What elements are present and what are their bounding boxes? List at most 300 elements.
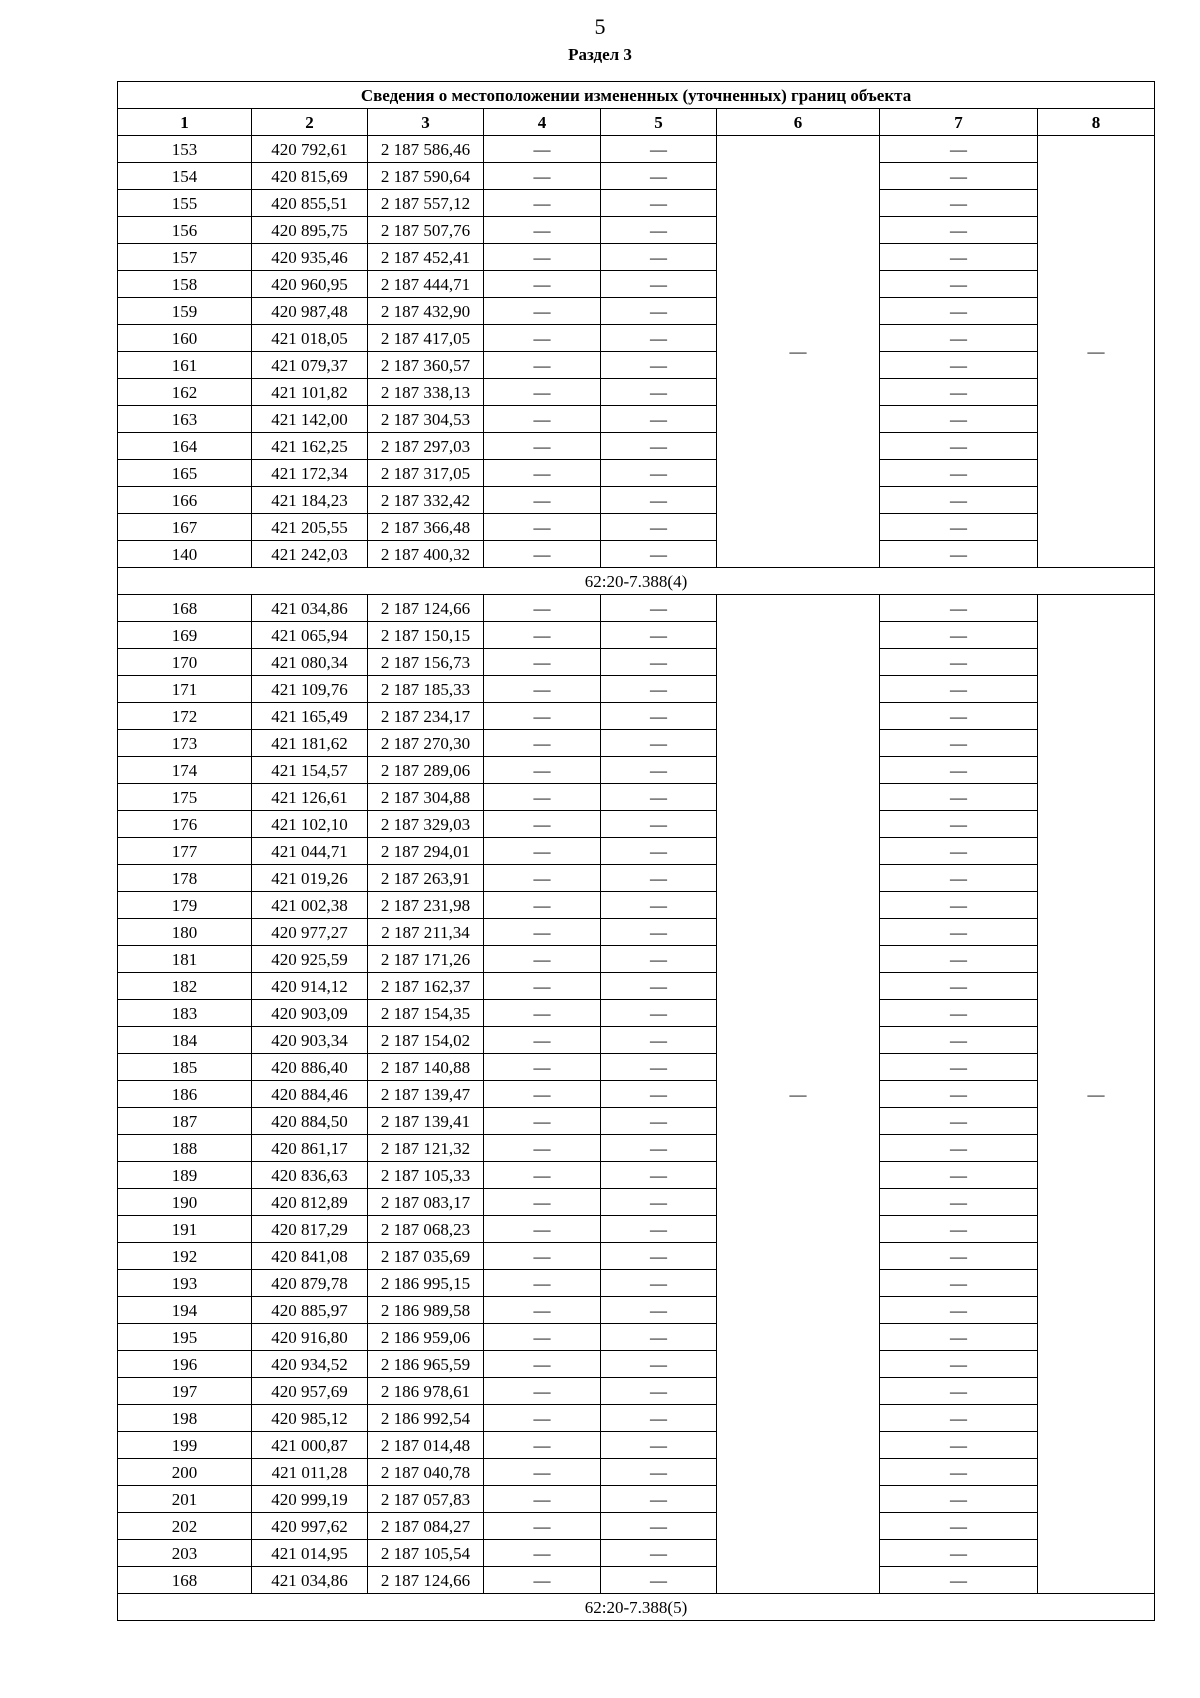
column-4-cell: — [484,433,601,460]
column-5-cell: — [601,1432,717,1459]
column-7-cell: — [880,1432,1038,1459]
coordinate-x-cell: 420 934,52 [252,1351,368,1378]
column-5-cell: — [601,271,717,298]
point-number-cell: 192 [118,1243,252,1270]
point-number-cell: 187 [118,1108,252,1135]
column-4-cell: — [484,1459,601,1486]
column-4-cell: — [484,703,601,730]
coordinate-x-cell: 420 987,48 [252,298,368,325]
column-5-cell: — [601,1243,717,1270]
point-number-cell: 190 [118,1189,252,1216]
column-7-cell: — [880,757,1038,784]
coordinate-x-cell: 420 861,17 [252,1135,368,1162]
column-4-cell: — [484,514,601,541]
column-5-cell: — [601,865,717,892]
column-7-cell: — [880,1540,1038,1567]
column-4-cell: — [484,352,601,379]
point-number-cell: 158 [118,271,252,298]
column-5-cell: — [601,973,717,1000]
column-7-cell: — [880,784,1038,811]
column-4-cell: — [484,1432,601,1459]
coordinate-x-cell: 421 018,05 [252,325,368,352]
column-5-cell: — [601,217,717,244]
column-5-cell: — [601,433,717,460]
group-label: 62:20-7.388(5) [118,1594,1155,1621]
column-4-cell: — [484,1405,601,1432]
column-5-cell: — [601,1297,717,1324]
coordinate-x-cell: 421 109,76 [252,676,368,703]
coordinate-x-cell: 421 000,87 [252,1432,368,1459]
column-7-cell: — [880,1486,1038,1513]
table-row [118,784,1155,811]
column-7-cell: — [880,244,1038,271]
coordinate-y-cell: 2 187 154,02 [368,1027,484,1054]
table-body [118,136,1155,1621]
column-7-cell: — [880,1000,1038,1027]
point-number-cell: 168 [118,1567,252,1594]
column-4-cell: — [484,1027,601,1054]
section-title: Раздел 3 [568,45,632,64]
column-7-cell: — [880,595,1038,622]
group-label: 62:20-7.388(4) [118,568,1155,595]
coordinate-x-cell: 421 184,23 [252,487,368,514]
column-7-cell: — [880,1162,1038,1189]
column-5-cell: — [601,919,717,946]
table-row [118,271,1155,298]
column-5-cell: — [601,325,717,352]
coordinate-y-cell: 2 187 040,78 [368,1459,484,1486]
coordinate-y-cell: 2 186 965,59 [368,1351,484,1378]
table-row [118,865,1155,892]
coordinate-y-cell: 2 187 452,41 [368,244,484,271]
table-row [118,1000,1155,1027]
column-5-cell: — [601,514,717,541]
column-5-cell: — [601,811,717,838]
point-number-cell: 194 [118,1297,252,1324]
column-4-cell: — [484,595,601,622]
table-row [118,136,1155,163]
column-5-cell: — [601,1270,717,1297]
column-4-cell: — [484,244,601,271]
coordinate-y-cell: 2 187 154,35 [368,1000,484,1027]
column-7-cell: — [880,487,1038,514]
column-4-cell: — [484,1567,601,1594]
column-5-cell: — [601,757,717,784]
coordinate-y-cell: 2 187 139,47 [368,1081,484,1108]
coordinate-x-cell: 420 957,69 [252,1378,368,1405]
coordinate-y-cell: 2 187 297,03 [368,433,484,460]
column-7-cell: — [880,406,1038,433]
coordinate-x-cell: 421 079,37 [252,352,368,379]
coordinate-y-cell: 2 187 162,37 [368,973,484,1000]
column-5-cell: — [601,541,717,568]
column-5-cell: — [601,406,717,433]
table-row [118,1270,1155,1297]
coordinate-x-cell: 421 080,34 [252,649,368,676]
column-4-cell: — [484,649,601,676]
coordinate-y-cell: 2 187 057,83 [368,1486,484,1513]
table-row [118,460,1155,487]
point-number-cell: 188 [118,1135,252,1162]
coordinate-y-cell: 2 187 139,41 [368,1108,484,1135]
coordinate-y-cell: 2 187 590,64 [368,163,484,190]
coordinate-y-cell: 2 187 270,30 [368,730,484,757]
column-7-cell: — [880,1297,1038,1324]
point-number-cell: 180 [118,919,252,946]
column-5-cell: — [601,298,717,325]
column-7-cell: — [880,838,1038,865]
coordinate-x-cell: 421 126,61 [252,784,368,811]
column-4-cell: — [484,298,601,325]
coordinate-x-cell: 420 855,51 [252,190,368,217]
column-4-cell: — [484,676,601,703]
table-row [118,406,1155,433]
column-5-cell: — [601,1459,717,1486]
column-7-cell: — [880,703,1038,730]
coordinate-x-cell: 420 977,27 [252,919,368,946]
point-number-cell: 157 [118,244,252,271]
column-4-cell: — [484,946,601,973]
column-5-cell: — [601,1027,717,1054]
column-5-cell: — [601,595,717,622]
column-4-cell: — [484,1513,601,1540]
column-5-cell: — [601,136,717,163]
column-4-cell: — [484,406,601,433]
column-7-cell: — [880,1216,1038,1243]
column-5-cell: — [601,1054,717,1081]
column-header: 1 [118,109,252,136]
column-5-cell: — [601,190,717,217]
column-8-merged-cell: — [1038,136,1155,568]
coordinate-x-cell: 420 815,69 [252,163,368,190]
coordinate-x-cell: 421 205,55 [252,514,368,541]
table-row [118,1243,1155,1270]
column-7-cell: — [880,163,1038,190]
table-row [118,487,1155,514]
column-5-cell: — [601,1216,717,1243]
column-7-cell: — [880,190,1038,217]
column-4-cell: — [484,325,601,352]
column-5-cell: — [601,892,717,919]
column-7-cell: — [880,973,1038,1000]
column-header-row [118,109,1155,136]
column-4-cell: — [484,1297,601,1324]
coordinate-x-cell: 421 044,71 [252,838,368,865]
table-row [118,1513,1155,1540]
coordinate-x-cell: 421 142,00 [252,406,368,433]
coordinate-y-cell: 2 187 035,69 [368,1243,484,1270]
coordinate-y-cell: 2 187 338,13 [368,379,484,406]
column-7-cell: — [880,1108,1038,1135]
column-4-cell: — [484,1189,601,1216]
point-number-cell: 177 [118,838,252,865]
column-7-cell: — [880,649,1038,676]
table-caption: Сведения о местоположении измененных (уточненных) границ объекта [118,82,1155,109]
column-7-cell: — [880,352,1038,379]
coordinate-x-cell: 420 792,61 [252,136,368,163]
coordinate-y-cell: 2 187 444,71 [368,271,484,298]
column-4-cell: — [484,1486,601,1513]
column-5-cell: — [601,676,717,703]
column-4-cell: — [484,1108,601,1135]
column-5-cell: — [601,622,717,649]
column-5-cell: — [601,1567,717,1594]
point-number-cell: 184 [118,1027,252,1054]
column-5-cell: — [601,1513,717,1540]
coordinate-x-cell: 420 903,09 [252,1000,368,1027]
table-row [118,433,1155,460]
point-number-cell: 201 [118,1486,252,1513]
table-row [118,514,1155,541]
coordinate-y-cell: 2 187 150,15 [368,622,484,649]
column-5-cell: — [601,1162,717,1189]
coordinate-y-cell: 2 186 989,58 [368,1297,484,1324]
coordinate-x-cell: 420 999,19 [252,1486,368,1513]
point-number-cell: 159 [118,298,252,325]
column-4-cell: — [484,811,601,838]
table-row [118,1351,1155,1378]
column-5-cell: — [601,352,717,379]
column-header: 7 [880,109,1038,136]
column-7-cell: — [880,622,1038,649]
point-number-cell: 202 [118,1513,252,1540]
coordinate-x-cell: 421 014,95 [252,1540,368,1567]
point-number-cell: 162 [118,379,252,406]
column-7-cell: — [880,1243,1038,1270]
coordinate-x-cell: 421 034,86 [252,595,368,622]
column-7-cell: — [880,1378,1038,1405]
column-4-cell: — [484,1081,601,1108]
point-number-cell: 193 [118,1270,252,1297]
table-row [118,676,1155,703]
table-row [118,1216,1155,1243]
column-5-cell: — [601,1189,717,1216]
coordinate-x-cell: 421 154,57 [252,757,368,784]
column-header: 2 [252,109,368,136]
coordinate-y-cell: 2 186 978,61 [368,1378,484,1405]
coordinate-y-cell: 2 187 557,12 [368,190,484,217]
coordinate-x-cell: 420 935,46 [252,244,368,271]
point-number-cell: 154 [118,163,252,190]
coordinate-x-cell: 420 960,95 [252,271,368,298]
column-4-cell: — [484,460,601,487]
table-row [118,325,1155,352]
column-header: 8 [1038,109,1155,136]
column-4-cell: — [484,271,601,298]
column-4-cell: — [484,892,601,919]
column-5-cell: — [601,838,717,865]
coordinate-x-cell: 420 885,97 [252,1297,368,1324]
coordinate-x-cell: 421 034,86 [252,1567,368,1594]
column-7-cell: — [880,1054,1038,1081]
coordinate-y-cell: 2 187 121,32 [368,1135,484,1162]
column-5-cell: — [601,163,717,190]
column-7-cell: — [880,460,1038,487]
table-row [118,1405,1155,1432]
coordinate-y-cell: 2 187 171,26 [368,946,484,973]
coordinate-y-cell: 2 187 185,33 [368,676,484,703]
column-4-cell: — [484,541,601,568]
point-number-cell: 200 [118,1459,252,1486]
column-7-cell: — [880,1351,1038,1378]
column-7-cell: — [880,1081,1038,1108]
coordinate-x-cell: 420 886,40 [252,1054,368,1081]
point-number-cell: 140 [118,541,252,568]
column-7-cell: — [880,1189,1038,1216]
coordinate-y-cell: 2 187 263,91 [368,865,484,892]
coordinate-y-cell: 2 187 507,76 [368,217,484,244]
table-caption-row [118,82,1155,109]
table-row [118,1459,1155,1486]
point-number-cell: 185 [118,1054,252,1081]
point-number-cell: 156 [118,217,252,244]
table-row [118,298,1155,325]
point-number-cell: 155 [118,190,252,217]
point-number-cell: 197 [118,1378,252,1405]
column-7-cell: — [880,730,1038,757]
column-7-cell: — [880,433,1038,460]
column-4-cell: — [484,919,601,946]
column-4-cell: — [484,1135,601,1162]
coordinate-x-cell: 421 181,62 [252,730,368,757]
column-4-cell: — [484,1243,601,1270]
column-7-cell: — [880,1324,1038,1351]
table-row [118,1162,1155,1189]
coordinate-x-cell: 420 812,89 [252,1189,368,1216]
point-number-cell: 173 [118,730,252,757]
column-5-cell: — [601,946,717,973]
coordinate-x-cell: 420 841,08 [252,1243,368,1270]
coordinate-x-cell: 421 002,38 [252,892,368,919]
column-7-cell: — [880,1513,1038,1540]
coordinate-x-cell: 420 925,59 [252,946,368,973]
coordinate-y-cell: 2 187 360,57 [368,352,484,379]
coordinate-y-cell: 2 187 105,54 [368,1540,484,1567]
table-row [118,595,1155,622]
coordinate-y-cell: 2 186 992,54 [368,1405,484,1432]
column-header: 3 [368,109,484,136]
column-7-cell: — [880,1270,1038,1297]
coordinate-y-cell: 2 187 366,48 [368,514,484,541]
coordinate-x-cell: 420 903,34 [252,1027,368,1054]
coordinate-x-cell: 420 884,50 [252,1108,368,1135]
coordinate-y-cell: 2 187 294,01 [368,838,484,865]
point-number-cell: 203 [118,1540,252,1567]
coordinate-x-cell: 421 019,26 [252,865,368,892]
table-row [118,973,1155,1000]
coordinate-y-cell: 2 187 068,23 [368,1216,484,1243]
coordinate-y-cell: 2 187 156,73 [368,649,484,676]
coordinate-y-cell: 2 186 995,15 [368,1270,484,1297]
column-5-cell: — [601,784,717,811]
point-number-cell: 183 [118,1000,252,1027]
coordinate-x-cell: 421 242,03 [252,541,368,568]
table-row [118,703,1155,730]
point-number-cell: 165 [118,460,252,487]
coordinate-x-cell: 420 879,78 [252,1270,368,1297]
column-4-cell: — [484,1216,601,1243]
column-5-cell: — [601,1486,717,1513]
group-row [118,568,1155,595]
column-5-cell: — [601,1000,717,1027]
coordinate-x-cell: 420 914,12 [252,973,368,1000]
point-number-cell: 179 [118,892,252,919]
table-row [118,1378,1155,1405]
coordinate-x-cell: 421 162,25 [252,433,368,460]
coordinate-y-cell: 2 187 124,66 [368,595,484,622]
coordinate-x-cell: 421 011,28 [252,1459,368,1486]
coordinate-y-cell: 2 187 417,05 [368,325,484,352]
point-number-cell: 182 [118,973,252,1000]
coordinate-y-cell: 2 187 317,05 [368,460,484,487]
coordinate-x-cell: 421 165,49 [252,703,368,730]
column-header: 5 [601,109,717,136]
point-number-cell: 174 [118,757,252,784]
point-number-cell: 176 [118,811,252,838]
column-4-cell: — [484,217,601,244]
table-row [118,838,1155,865]
column-4-cell: — [484,1324,601,1351]
coordinate-x-cell: 420 916,80 [252,1324,368,1351]
column-5-cell: — [601,703,717,730]
column-4-cell: — [484,622,601,649]
column-5-cell: — [601,1351,717,1378]
column-5-cell: — [601,379,717,406]
point-number-cell: 186 [118,1081,252,1108]
coordinate-y-cell: 2 187 084,27 [368,1513,484,1540]
column-4-cell: — [484,163,601,190]
column-4-cell: — [484,1000,601,1027]
coordinate-x-cell: 420 997,62 [252,1513,368,1540]
table-row [118,1540,1155,1567]
table-row [118,649,1155,676]
column-5-cell: — [601,1405,717,1432]
column-4-cell: — [484,190,601,217]
column-4-cell: — [484,487,601,514]
point-number-cell: 195 [118,1324,252,1351]
coordinate-y-cell: 2 187 105,33 [368,1162,484,1189]
column-header: 6 [717,109,880,136]
point-number-cell: 189 [118,1162,252,1189]
point-number-cell: 169 [118,622,252,649]
column-7-cell: — [880,1405,1038,1432]
column-7-cell: — [880,379,1038,406]
coordinate-y-cell: 2 187 304,53 [368,406,484,433]
column-4-cell: — [484,1540,601,1567]
column-5-cell: — [601,1135,717,1162]
point-number-cell: 191 [118,1216,252,1243]
table-row [118,1135,1155,1162]
table-row [118,1432,1155,1459]
column-7-cell: — [880,1027,1038,1054]
column-7-cell: — [880,325,1038,352]
point-number-cell: 172 [118,703,252,730]
table-row [118,217,1155,244]
table-row [118,244,1155,271]
column-8-merged-cell: — [1038,595,1155,1594]
column-7-cell: — [880,946,1038,973]
coordinate-y-cell: 2 187 083,17 [368,1189,484,1216]
point-number-cell: 181 [118,946,252,973]
page-number: 5 [594,14,606,39]
table-row [118,352,1155,379]
point-number-cell: 166 [118,487,252,514]
column-6-merged-cell: — [717,136,880,568]
group-row [118,1594,1155,1621]
point-number-cell: 161 [118,352,252,379]
coordinate-y-cell: 2 187 332,42 [368,487,484,514]
column-4-cell: — [484,1162,601,1189]
